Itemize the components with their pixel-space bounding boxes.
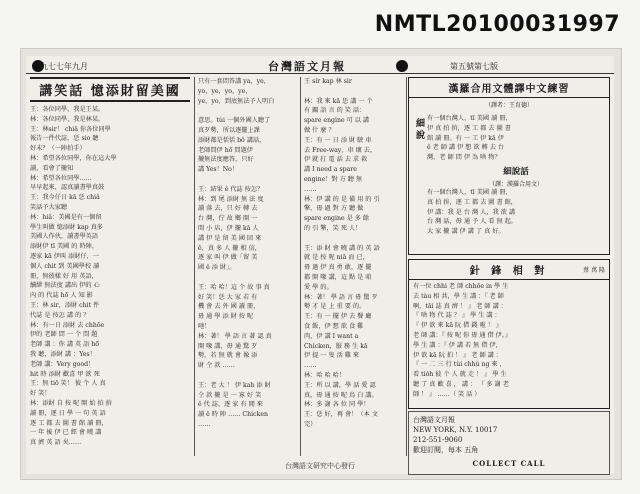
text-line	[304, 87, 404, 97]
text-line: 擎，毋 過 對 方 聽 做	[304, 205, 364, 213]
text-line: 毋 通 學 添 財 按 呢	[198, 313, 254, 321]
text-line: 愛 學 的。	[304, 283, 333, 291]
text-line: 學生叫做 憶添財 kap 真多	[30, 223, 103, 231]
text-line: ……	[304, 185, 317, 193]
text-line: 只有一套問答講 ya，ye，	[198, 78, 270, 85]
sidebar	[408, 77, 610, 468]
text-line: 王：老 大 ！ 伊 kah 添 財	[198, 381, 271, 389]
text-line: 好 笑！	[30, 390, 51, 398]
text-line: 212-551-9060	[413, 436, 463, 444]
text-line: 仝 款 攏 是 一 寡 好 笑	[198, 391, 262, 399]
text-line: 添財都是恬恬 bô 講話，	[198, 136, 266, 144]
text-line: 好 笑！恁 大 家 若 有	[198, 293, 258, 301]
joke-author: 蔡 萬 隆	[583, 267, 605, 274]
text-line: 吔！	[198, 322, 211, 330]
exercise-translator: （譯者：王育德）	[484, 102, 533, 109]
text-line: 聽 了 真 歡 喜 ， 講 ： 『 多 謝 老	[413, 380, 509, 388]
text-line: 我 聽，添財 講 ：Yes！	[30, 350, 96, 358]
text-line: 伊的 老師 問 一 个 問 題	[30, 331, 98, 339]
text-line: 真歹勢，所以逐擺上課	[198, 126, 260, 134]
text-line: 伊 真 拍 拚，逐 工 都 去 圖 書	[427, 124, 511, 132]
text-line: 國 ê 添 財」。	[198, 264, 236, 272]
exercise-text	[427, 188, 605, 237]
text-line: 台 灣，佇 故 鄉 開 一	[198, 215, 258, 223]
text-line: 王：有 一 日 添 財 駛 車	[304, 136, 372, 144]
text-line: 讀 ê 時 陣 …… Chicken	[198, 411, 268, 419]
text-line: 林：hiâ：美國是有一個留	[30, 213, 102, 221]
joke-box	[408, 259, 610, 409]
text-line: hit 時 添財 歡喜 甲 欲 死	[30, 370, 100, 378]
text-line: 早早起來，認真讀書學真鼓	[30, 184, 105, 192]
text-line: 就 是 按 呢 niā 而 已，	[304, 254, 369, 262]
joke-body	[409, 280, 609, 402]
text-line: 毋 過 伊 真 勇 敢，逐 擺	[304, 264, 372, 272]
article-body	[30, 105, 190, 448]
text-line: 逐 家 叫 伊 做「留 美	[198, 254, 258, 262]
text-line: 林：著！ 學 語 言 毋 驚 歹	[304, 293, 378, 301]
text-line: 伊 提 一 隻 活 雞 來	[304, 352, 360, 360]
text-line: 代誌 是 按怎 講 的 ？	[30, 311, 90, 319]
text-line: 機 會 去 外 國 讀 冊，	[198, 303, 260, 311]
document-id: NMTL20100031997	[374, 12, 620, 37]
text-line: 逐家 kā 伊叫 添財仔，一	[30, 252, 100, 260]
article-column-1	[30, 77, 190, 456]
text-line: 續紲 無法度 講出 伊的 心	[30, 282, 100, 290]
text-line: 林：各位同學，我是林某。	[30, 115, 105, 123]
subscription-note: 歡迎訂閱，每本 五角	[413, 446, 479, 454]
text-line	[198, 106, 296, 116]
text-line: 『 一 二 三 行 tùi chhù ng 來 ，	[413, 361, 506, 369]
joke-title	[409, 260, 609, 280]
text-line: 學 生 講 ：『 伊 講 若 無 借 伊，	[413, 341, 502, 349]
text-line: 做 什 麼 ？	[304, 126, 335, 134]
text-line: 林：到 尾 添財 無 法 度	[198, 195, 264, 203]
text-line: 笑話予大家聽	[30, 203, 68, 211]
text-line: 伊 就 打 電 話 去 求 救	[304, 156, 368, 164]
text-line: 啊，tāi 誌 真 濟 ！ 』 老 師 講 ：	[413, 302, 507, 310]
text-line	[198, 371, 296, 381]
text-line: 意思。tùi 一個外國人聽了	[198, 117, 271, 125]
newspaper-page	[26, 56, 614, 474]
text-line	[304, 234, 404, 244]
exercise-body	[427, 114, 605, 237]
text-line: ê，真 多 人 攏 相 信，	[198, 244, 261, 252]
article-column-3	[304, 77, 404, 456]
text-line: 老師 講 ：你 講 英 語 hō͘	[30, 341, 100, 349]
text-line: 開 喙 講，毋 通 驚 歹	[198, 342, 258, 350]
text-line: 完）	[304, 420, 317, 428]
text-line: 財 仝 款 ……	[198, 362, 235, 370]
issue-date: 一九七七年九月	[32, 62, 88, 71]
text-line: 灣，老 師 問 伊 為 啥 物？	[427, 154, 501, 162]
text-line: 冊，無彼樣 好 用 英語，	[30, 272, 98, 280]
article-title: 講笑話 憶添財留美國	[30, 77, 190, 102]
text-line: 王：添 財 會 曉 講 的 英 語	[304, 244, 380, 252]
masthead	[26, 58, 614, 72]
text-line: 林：多 謝 各 位 同 學！	[304, 401, 370, 409]
joke-title-text: 針 鋒 相 對	[469, 266, 549, 277]
text-line: 王：我今仔日 kā 恁 chiâ	[30, 194, 100, 202]
text-line: 師 ！ 』 ……（ 笑 話 ）	[413, 390, 481, 398]
text-line: 講 伊 是 留 美 國 回 來	[198, 234, 262, 242]
text-line: 看 tio̍h 彼 个 人 就 走 ！ 』 學 生	[413, 371, 507, 379]
section-title: 細說話	[503, 166, 529, 177]
exercise-text	[427, 114, 605, 163]
text-line: 林：著！ 學 語 言 著 認 真	[198, 332, 272, 340]
text-line: 講 Yes！No！	[198, 166, 239, 174]
column-divider	[300, 77, 301, 456]
text-line: 一 年 後 伊 已 經 會 曉 講	[30, 429, 102, 437]
text-line: 伊 講：我 是 台 灣 人，我 欲 講	[427, 208, 516, 216]
text-line: 攏無法度應答，只好	[198, 156, 254, 164]
text-line: 伊 欲 kā 阮 拍 ！ 』 老 師 講 ：	[413, 351, 502, 359]
text-line: 王：結果 ê 代誌 按怎？	[198, 185, 264, 193]
text-line: 讀，看會了攏知	[30, 164, 74, 172]
text-line: 王：林sir！ chiâ 你各位同學	[30, 125, 111, 133]
text-line: 讀 落 去，只 好 轉 去	[198, 205, 258, 213]
text-line: 個人 chit 到 美國學校 讀	[30, 262, 100, 270]
text-line: 添財伊 tī 美國 的 時陣，	[30, 243, 99, 251]
text-line: 王：林 sir，添財 chit 件	[30, 301, 100, 309]
text-line: 老師 講：Very good！	[30, 360, 95, 368]
header-rule	[26, 73, 614, 74]
text-line: 『 啥 物 代 誌 ？ 』 學 生 講 ：	[413, 312, 501, 320]
text-line: 逐 工 都 去 圖 書 館 讀 冊，	[30, 419, 108, 427]
text-line: 有一位 chhi 老 師 chhōe in 學 生	[413, 283, 509, 290]
text-line: ……	[304, 362, 317, 370]
text-line: Chicken，服 務 生 kā	[304, 342, 368, 350]
text-line: 王：無 tiō 笑！ 彼 个 人 真	[30, 380, 106, 388]
text-line: ê 老 師 講 伊 想 欲 轉 去 台	[427, 144, 505, 152]
text-line: 林：有一日 添財 去 chhōe	[30, 321, 105, 329]
text-line	[198, 175, 296, 185]
text-line: 王：所 以 講，學 話 愛 認	[304, 381, 376, 389]
text-line: 林：希望各位同學……	[30, 174, 92, 182]
text-line: spare engine 可 以 講	[304, 117, 370, 125]
text-line: 食 飯，伊 想 欲 食 雞	[304, 322, 364, 330]
text-line: 美國人作伙，讀書學英語	[30, 233, 99, 241]
text-line: 老 師 講：『 按 呢 你 毋 通 借 伊。』	[413, 331, 512, 339]
text-line: yo，ye，yo，ye，	[198, 87, 252, 95]
text-line: 台灣語文月報	[413, 416, 455, 424]
newspaper-title: 台灣語文月報	[268, 60, 346, 73]
advertisement-lines	[413, 415, 605, 445]
text-line: 老師問伊 hō͘ 問題伊	[198, 146, 253, 154]
text-line: 林：希望各位同學，你在這大學	[30, 154, 117, 162]
text-line: 真 濟 英 語 矣……	[30, 439, 82, 447]
column-divider	[406, 77, 407, 456]
translation-exercise-box	[408, 77, 610, 255]
text-line: 林：添財 自 按 呢 開 始 拍 拚	[30, 399, 112, 407]
text-line: 去 Free-way，車 壞 去，	[304, 146, 377, 154]
text-line: 真 拍 拚，逐 工 都 去 圖 書 館，	[427, 198, 517, 206]
text-line: 王：哈 哈！這 个 故 事 真	[198, 283, 270, 291]
text-line: 館 讀 冊。有 一 工 伊 kā 伊	[427, 134, 504, 142]
text-line	[198, 273, 296, 283]
text-line: 間 小 店，伊 攏 kā 人	[198, 224, 259, 232]
text-line: 大 家 攏 講 伊 講 了 真 好。	[427, 228, 505, 236]
text-line: 王：恁 好，再 會！（本 文	[304, 411, 378, 419]
text-line: 好未？（一陣拍手）	[30, 145, 86, 153]
article-column-2	[198, 77, 296, 456]
text-line: ê 代 誌，逐 家 有 閒 來	[198, 401, 263, 409]
text-line: 王：各位同學，我是王某。	[30, 106, 105, 113]
article-body	[198, 77, 296, 430]
text-line: 有一個台灣人，tī 美國 讀 冊，	[427, 188, 512, 196]
collect-call-label: COLLECT CALL	[472, 459, 546, 468]
exercise-title: 漢羅合用文體譯中文練習	[409, 78, 609, 98]
article-body	[304, 77, 404, 430]
text-line: 林：哈 哈 哈！	[304, 371, 346, 379]
text-line: spare engine 是 多 餘	[304, 215, 370, 223]
issue-number: 第五號第七版	[450, 62, 498, 71]
text-line: 報告一件代誌，恁 sio 聽	[30, 135, 99, 143]
text-line: 王：有 一 擺 伊 去 餐 廳	[304, 313, 372, 321]
text-line: 林：伊 講 的 是 備 用 的 引	[304, 195, 380, 203]
column-divider	[194, 77, 195, 456]
text-line: 的 引 擎，笑 死 人！	[304, 224, 362, 232]
text-line: 『 伊 欲 來 kā 阮 借 錢 啦 ！ 』	[413, 322, 502, 330]
text-line: 林：我 來 kā 恁 講 一 个	[304, 97, 373, 105]
text-line: NEW YORK, N.Y. 10017	[413, 426, 498, 434]
text-line: 台 灣 話，毋 通 予 人 看 無 起。	[427, 218, 517, 226]
vertical-label: 細說	[414, 118, 424, 142]
section-subtitle: （譯：漢羅合用文）	[488, 180, 543, 188]
text-line: ……	[198, 420, 211, 428]
text-line: 讀 冊，逐 日 學 一 句 英 語	[30, 409, 106, 417]
text-line: 去 tàu 相 共，學 生 講 ：『 老 師	[413, 292, 504, 300]
text-line: 王 sir kap 林 sir	[304, 78, 352, 85]
text-line: 真，毋 通 按 呢 烏 白 講。	[304, 391, 378, 399]
text-line: engine！對 方 聽 無	[304, 175, 363, 183]
text-line: 講 I need a spare	[304, 166, 357, 174]
text-line: 有一個台灣人，tī 美國 讀 冊，	[427, 115, 512, 122]
text-line: 都 開 喙 講，這 點 是 咱	[304, 273, 372, 281]
text-line: 肉，伊 講 I want a	[304, 332, 359, 340]
page-footer: 台灣語文研究中心發行	[285, 462, 355, 470]
text-line: 內 的 代誌 hō͘ 人 知 影	[30, 292, 93, 300]
text-line: 勢 才 是 上 重 要 的。	[304, 303, 366, 311]
text-line: ye，yo，到底無法予人明白	[198, 97, 275, 105]
text-line: 有 關 語 言 的 笑 話：	[304, 107, 366, 115]
text-line: 勢，若 無 就 會 像 添	[198, 352, 258, 360]
